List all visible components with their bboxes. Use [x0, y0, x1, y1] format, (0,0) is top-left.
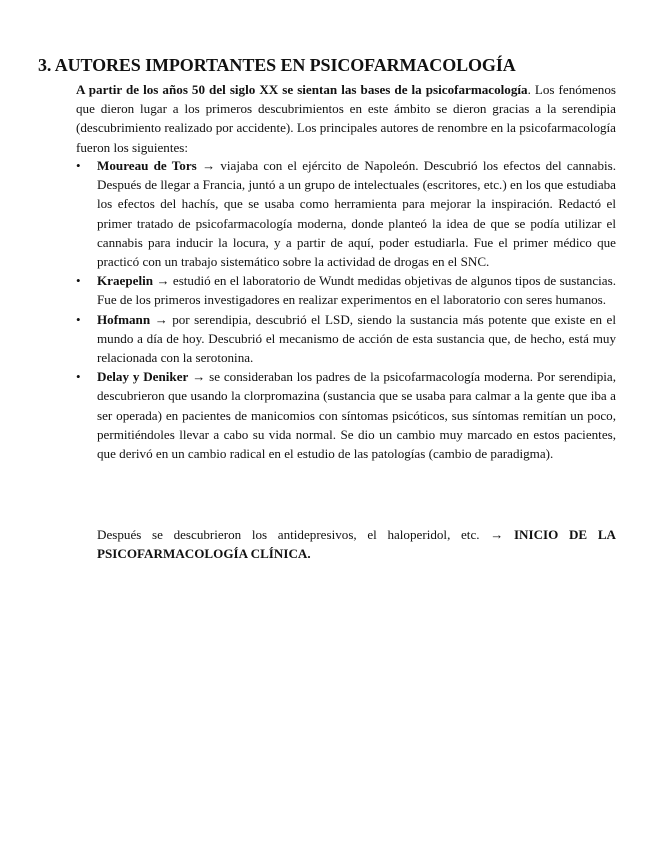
bullet-icon: •: [76, 369, 81, 385]
author-description: por serendipia, descubrió el LSD, siendo la sustancia más potente que existe en el mundo a día de hoy. Descubrió el mecanismo de acción de esta sustancia que, de hecho, está muy relacionada con la serotonina.: [97, 311, 616, 366]
intro-bold-text: A partir de los años 50 del siglo XX se sientan las bases de la psicofarmacología: [76, 82, 528, 97]
author-name: Moureau de Tors: [97, 158, 197, 173]
intro-text: . Los fenómenos que dieron lugar a los primeros descubrimientos en este ámbito se dieron gracias a la serendipia (descubrimiento realizado por accidente). Los principales autores de renombre en la psicofarmacología fueron los siguientes:: [76, 82, 617, 155]
closing-paragraph: [97, 525, 616, 563]
author-description: se consideraban los padres de la psicofarmacología moderna. Por serendipia, descubrieron que usando la clorpromazina (sustancia que se usaba para calmar a la gente que iba a ser operada) en pacientes de manicomios con síntomas psicóticos, sus síntomas remitían un poco, permitiéndoles llevar a cabo su vida normal. Se dio un cambio muy marcado en estos pacientes, que derivó en un cambio radical en el estudio de las patologías (cambio de paradigma).: [97, 369, 616, 462]
section-heading: 3. AUTORES IMPORTANTES EN PSICOFARMACOLOGÍA: [38, 55, 516, 75]
arrow-icon: →: [192, 369, 206, 385]
bullet-icon: •: [76, 158, 81, 173]
author-name: Hofmann: [97, 311, 151, 327]
author-description: viajaba con el ejército de Napoleón. Descubrió los efectos del cannabis. Después de llegar a Francia, juntó a un grupo de intelectuales (escritores, etc.) en los que estudiaba los efectos del hachís, que se usaba como herramienta para mejorar la inspiración. Redactó el primer tratado de psicofarmacología moderna, donde planteó la idea de que se podía utilizar el cannabis para inducir la locura, y a partir de aquí, poder estudiarla. Fue el primer médico que practicó con un trabajo sistemático sobre la actividad de drogas en el SNC.: [97, 158, 616, 270]
author-name: Delay y Deniker: [97, 369, 189, 385]
author-name: Kraepelin: [97, 273, 154, 289]
bullet-icon: •: [76, 311, 81, 327]
authors-list: [76, 156, 616, 463]
list-item-kraepelin: [76, 271, 616, 309]
author-description: estudió en el laboratorio de Wundt medidas objetivas de algunos tipos de sustancias. Fue de los primeros investigadores en realizar experimentos en el laboratorio con seres humanos.: [97, 273, 616, 308]
arrow-icon: →: [154, 311, 168, 327]
list-item-moureau: [76, 156, 616, 271]
list-item-delay-deniker: [76, 367, 616, 463]
closing-text: Después se descubrieron los antidepresivos, el haloperidol, etc. →: [97, 527, 514, 542]
bullet-icon: •: [76, 273, 81, 289]
intro-paragraph: [76, 80, 616, 157]
arrow-icon: →: [202, 158, 216, 173]
closing-bold-text: INICIO DE LA PSICOFARMACOLOGÍA CLÍNICA.: [97, 527, 617, 562]
arrow-icon: →: [156, 273, 170, 289]
list-item-hofmann: [76, 310, 616, 368]
